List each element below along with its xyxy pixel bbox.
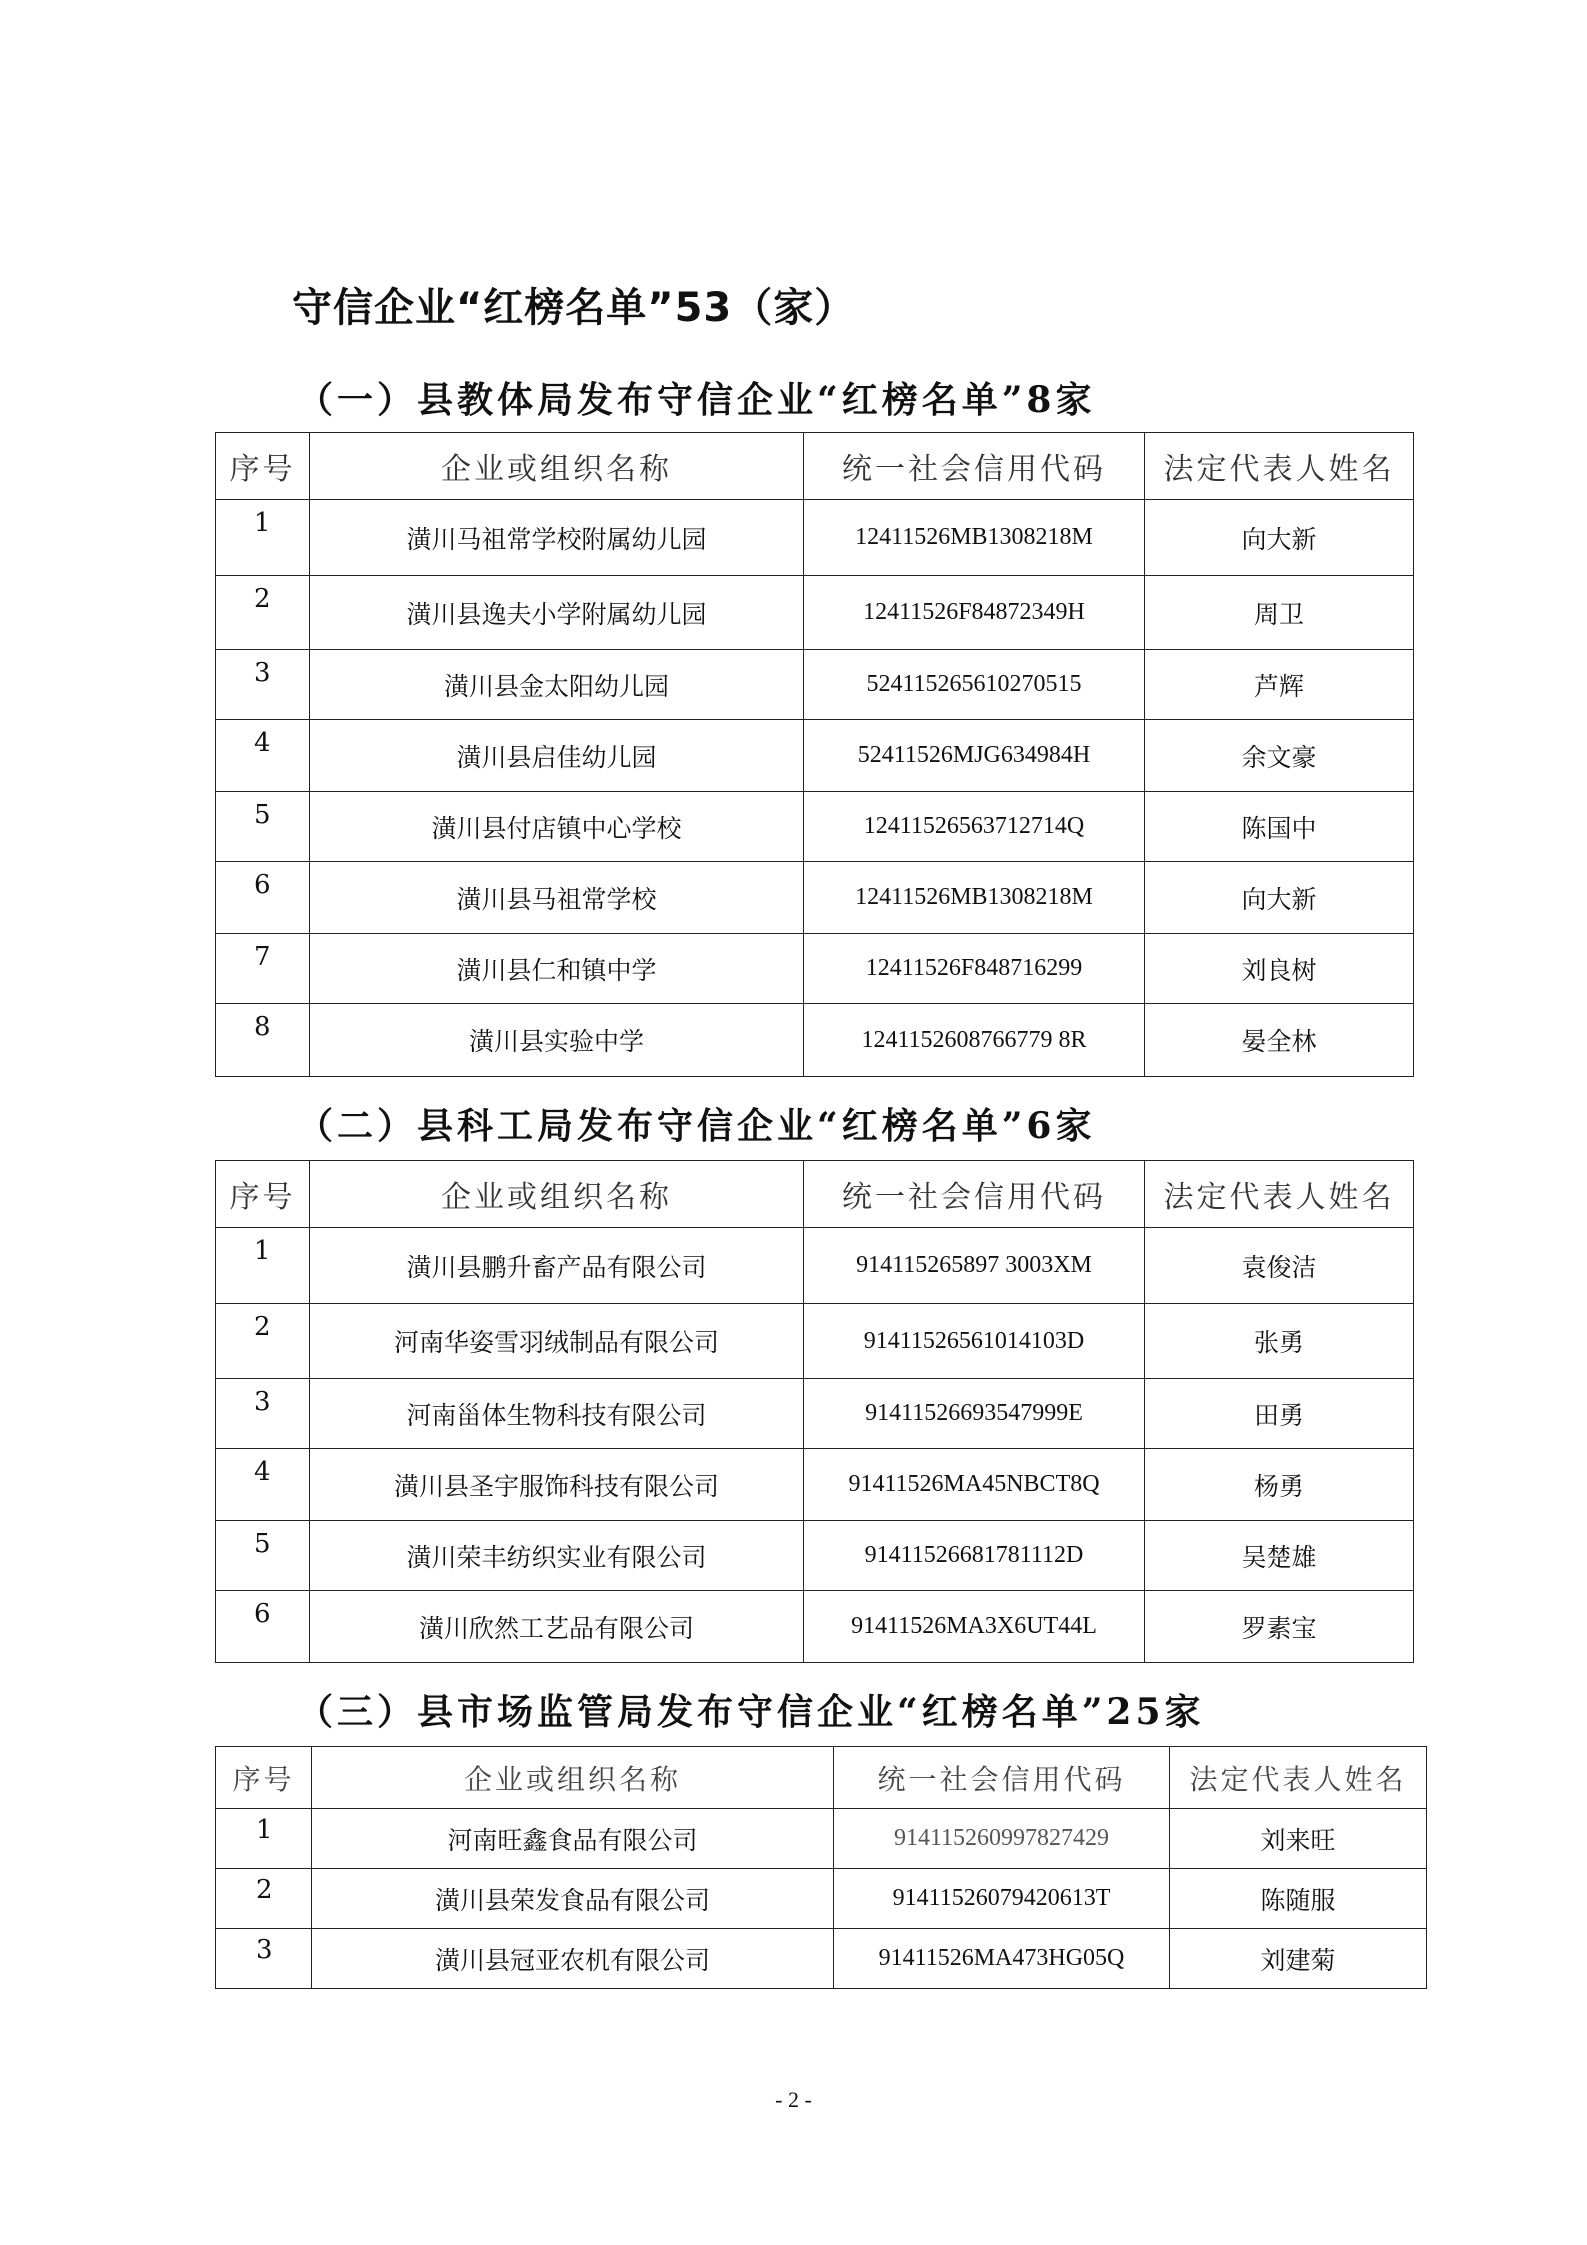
row-index: 5 — [216, 1521, 310, 1591]
legal-rep: 袁俊洁 — [1145, 1228, 1414, 1304]
org-name: 潢川县鹏升畜产品有限公司 — [310, 1228, 804, 1304]
header-name: 企业或组织名称 — [310, 433, 804, 500]
table-row — [216, 792, 1414, 862]
row-index: 3 — [216, 650, 310, 720]
page-number: - 2 - — [775, 2087, 812, 2112]
credit-code: 1241152608766779 8R — [804, 1004, 1145, 1077]
row-index: 2 — [216, 1304, 310, 1379]
row-index: 1 — [216, 500, 310, 576]
table-row — [216, 720, 1414, 792]
legal-rep: 晏全林 — [1145, 1004, 1414, 1077]
org-name: 潢川马祖常学校附属幼儿园 — [310, 500, 804, 576]
credit-code: 52411526MJG634984H — [804, 720, 1145, 792]
row-index: 4 — [216, 720, 310, 792]
section-title-2: （二）县科工局发布守信企业“红榜名单”6家 — [297, 1105, 1096, 1147]
table-row — [216, 1809, 1427, 1869]
row-index: 1 — [216, 1809, 312, 1869]
credit-code: 524115265610270515 — [804, 650, 1145, 720]
credit-code: 91411526MA3X6UT44L — [804, 1591, 1145, 1663]
legal-rep: 向大新 — [1145, 862, 1414, 934]
table-row — [216, 1929, 1427, 1989]
table-row — [216, 1449, 1414, 1521]
org-name: 潢川县荣发食品有限公司 — [312, 1869, 834, 1929]
legal-rep: 向大新 — [1145, 500, 1414, 576]
table-row — [216, 1521, 1414, 1591]
credit-code: 12411526F84872349H — [804, 576, 1145, 650]
legal-rep: 周卫 — [1145, 576, 1414, 650]
row-index: 7 — [216, 934, 310, 1004]
org-name: 潢川县付店镇中心学校 — [310, 792, 804, 862]
table-section-3 — [215, 1746, 1427, 1989]
org-name: 潢川县逸夫小学附属幼儿园 — [310, 576, 804, 650]
table-header-row — [216, 433, 1414, 500]
org-name: 河南甾体生物科技有限公司 — [310, 1379, 804, 1449]
header-index: 序号 — [216, 1747, 312, 1809]
row-index: 3 — [216, 1379, 310, 1449]
table-header-row — [216, 1747, 1427, 1809]
credit-code: 12411526563712714Q — [804, 792, 1145, 862]
legal-rep: 余文豪 — [1145, 720, 1414, 792]
legal-rep: 刘良树 — [1145, 934, 1414, 1004]
row-index: 3 — [216, 1929, 312, 1989]
header-rep: 法定代表人姓名 — [1145, 1161, 1414, 1228]
legal-rep: 田勇 — [1145, 1379, 1414, 1449]
credit-code: 12411526MB1308218M — [804, 862, 1145, 934]
org-name: 潢川县仁和镇中学 — [310, 934, 804, 1004]
table-row — [216, 1304, 1414, 1379]
org-name: 河南华姿雪羽绒制品有限公司 — [310, 1304, 804, 1379]
row-index: 1 — [216, 1228, 310, 1304]
table-section-1 — [215, 432, 1414, 1077]
credit-code: 91411526079420613T — [834, 1869, 1170, 1929]
table-row — [216, 1591, 1414, 1663]
header-index: 序号 — [216, 433, 310, 500]
credit-code: 12411526MB1308218M — [804, 500, 1145, 576]
table-row — [216, 1379, 1414, 1449]
credit-code: 91411526561014103D — [804, 1304, 1145, 1379]
row-index: 5 — [216, 792, 310, 862]
credit-code: 914115260997827429 — [834, 1809, 1170, 1869]
header-code: 统一社会信用代码 — [804, 1161, 1145, 1228]
section-title-3: （三）县市场监管局发布守信企业“红榜名单”25家 — [297, 1691, 1205, 1733]
row-index: 6 — [216, 862, 310, 934]
header-index: 序号 — [216, 1161, 310, 1228]
credit-code: 91411526MA45NBCT8Q — [804, 1449, 1145, 1521]
row-index: 8 — [216, 1004, 310, 1077]
legal-rep: 刘建菊 — [1170, 1929, 1427, 1989]
row-index: 4 — [216, 1449, 310, 1521]
table-row — [216, 1228, 1414, 1304]
table-section-2 — [215, 1160, 1414, 1663]
header-code: 统一社会信用代码 — [834, 1747, 1170, 1809]
header-code: 统一社会信用代码 — [804, 433, 1145, 500]
legal-rep: 刘来旺 — [1170, 1809, 1427, 1869]
header-rep: 法定代表人姓名 — [1170, 1747, 1427, 1809]
org-name: 潢川县金太阳幼儿园 — [310, 650, 804, 720]
legal-rep: 张勇 — [1145, 1304, 1414, 1379]
page-title: 守信企业“红榜名单”53（家） — [292, 285, 856, 331]
header-rep: 法定代表人姓名 — [1145, 433, 1414, 500]
row-index: 2 — [216, 576, 310, 650]
table-row — [216, 934, 1414, 1004]
table-row — [216, 650, 1414, 720]
credit-code: 91411526MA473HG05Q — [834, 1929, 1170, 1989]
credit-code: 91411526693547999E — [804, 1379, 1145, 1449]
table-row — [216, 862, 1414, 934]
org-name: 潢川县马祖常学校 — [310, 862, 804, 934]
legal-rep: 吴楚雄 — [1145, 1521, 1414, 1591]
legal-rep: 陈国中 — [1145, 792, 1414, 862]
legal-rep: 罗素宝 — [1145, 1591, 1414, 1663]
legal-rep: 芦辉 — [1145, 650, 1414, 720]
header-name: 企业或组织名称 — [310, 1161, 804, 1228]
header-name: 企业或组织名称 — [312, 1747, 834, 1809]
credit-code: 914115265897 3003XM — [804, 1228, 1145, 1304]
org-name: 潢川县实验中学 — [310, 1004, 804, 1077]
org-name: 河南旺鑫食品有限公司 — [312, 1809, 834, 1869]
credit-code: 91411526681781112D — [804, 1521, 1145, 1591]
row-index: 6 — [216, 1591, 310, 1663]
section-title-1: （一）县教体局发布守信企业“红榜名单”8家 — [297, 379, 1096, 421]
table-row — [216, 500, 1414, 576]
legal-rep: 杨勇 — [1145, 1449, 1414, 1521]
table-row — [216, 576, 1414, 650]
org-name: 潢川县启佳幼儿园 — [310, 720, 804, 792]
org-name: 潢川荣丰纺织实业有限公司 — [310, 1521, 804, 1591]
org-name: 潢川欣然工艺品有限公司 — [310, 1591, 804, 1663]
table-row — [216, 1869, 1427, 1929]
legal-rep: 陈随服 — [1170, 1869, 1427, 1929]
row-index: 2 — [216, 1869, 312, 1929]
org-name: 潢川县冠亚农机有限公司 — [312, 1929, 834, 1989]
table-header-row — [216, 1161, 1414, 1228]
credit-code: 12411526F848716299 — [804, 934, 1145, 1004]
org-name: 潢川县圣宇服饰科技有限公司 — [310, 1449, 804, 1521]
table-row — [216, 1004, 1414, 1077]
